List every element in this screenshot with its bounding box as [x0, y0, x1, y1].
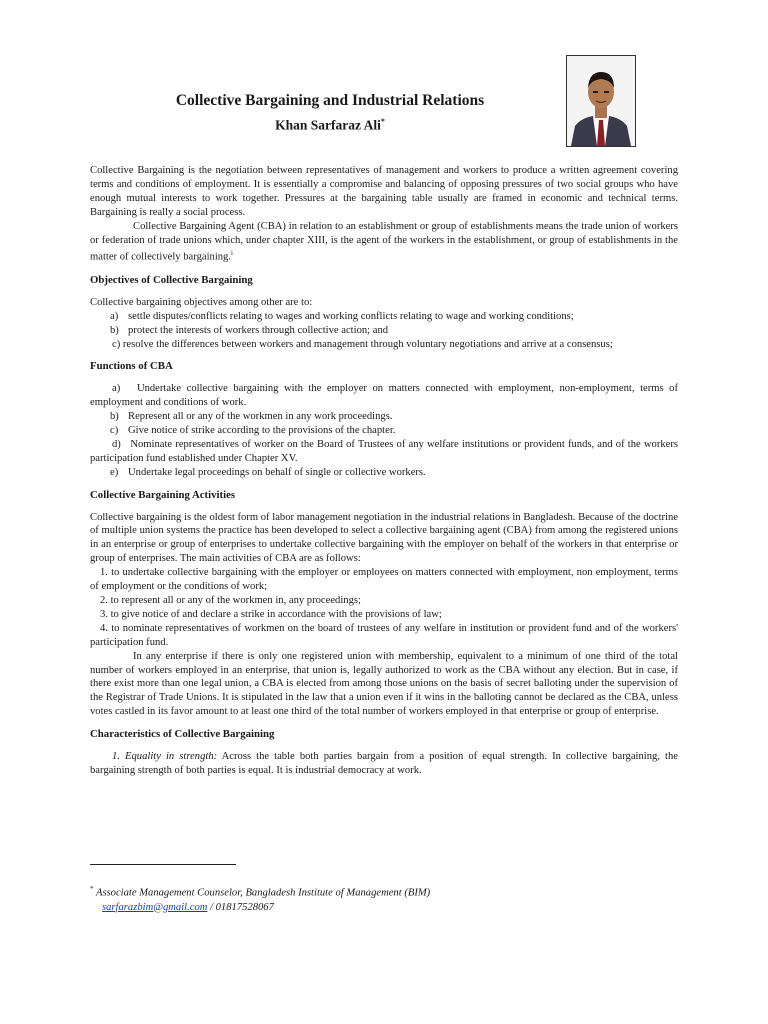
characteristic-item-label: 1. Equality in strength: — [112, 751, 218, 763]
function-item-text: Nominate representatives of worker on the Board of Trustees of any welfare institutions or provident funds, and of the workers participation fund established under Chapter XV. — [90, 438, 678, 464]
function-item-label: e) — [110, 466, 119, 478]
function-item-label: d) — [112, 438, 121, 450]
characteristic-item — [90, 750, 678, 778]
author-portrait-image — [567, 56, 635, 146]
footnote-line-1 — [90, 882, 678, 901]
objectives-lead: Collective bargaining objectives among other are to: — [90, 296, 313, 308]
objectives-heading: Objectives of Collective Bargaining — [90, 273, 253, 286]
intro-paragraph-2 — [90, 220, 678, 265]
footnote-line-2 — [90, 901, 678, 915]
objective-item — [90, 324, 678, 338]
functions-heading: Functions of CBA — [90, 360, 173, 373]
footnote — [90, 882, 678, 915]
characteristics-heading: Characteristics of Collective Bargaining — [90, 728, 275, 741]
author-photo — [566, 55, 636, 147]
author-footnote-mark: * — [380, 117, 385, 126]
function-item — [90, 410, 678, 424]
endnote-ref: i — [231, 249, 233, 258]
function-item — [90, 438, 678, 466]
objective-item — [90, 338, 678, 352]
function-item-label: b) — [110, 411, 119, 423]
function-item-label: a) — [112, 383, 121, 395]
document-body — [90, 164, 678, 778]
footnote-affiliation: Associate Management Counselor, Bangladesh Institute of Management (BIM) — [95, 887, 431, 899]
document-title: Collective Bargaining and Industrial Relations — [175, 92, 485, 109]
function-item-text: Undertake legal proceedings on behalf of single or collective workers. — [128, 466, 426, 478]
function-item-text: Give notice of strike according to the provisions of the chapter. — [128, 425, 396, 437]
objective-item — [90, 310, 678, 324]
intro-paragraph-1: Collective Bargaining is the negotiation between representatives of management and workers to produce a written agreement covering terms and conditions of employment. It is essentially a compromise and balancing of opposing pressures of two social groups who have enough mutual interests to work together. Pressures at the bargaining table usually are framed in economic and technical terms. Bargaining is really a social process. — [90, 165, 678, 218]
function-item-text: Undertake collective bargaining with the employer on matters connected with employment, non-employment, terms of employment and conditions of work. — [90, 383, 678, 409]
function-item — [90, 424, 678, 438]
objective-item-label: a) — [110, 310, 119, 322]
objective-item-text: settle disputes/conflicts relating to wages and working conflicts relating to wage and working conditions; — [128, 310, 574, 322]
author-name-text: Khan Sarfaraz Ali — [275, 117, 381, 133]
objective-item-label: b) — [110, 324, 119, 336]
author-email-link[interactable]: sarfarazbim@gmail.com — [102, 901, 208, 913]
function-item — [90, 382, 678, 410]
author-phone: / 01817528067 — [207, 901, 274, 913]
objective-item-label: c) — [112, 338, 121, 350]
function-item-label: c) — [110, 425, 119, 437]
footnote-mark: * — [90, 885, 94, 893]
footnote-separator — [90, 864, 236, 865]
activity-item: 4. to nominate representatives of workmen on the board of trustees of any welfare in institution or provident fund and of the workers' participation fund. — [90, 622, 678, 648]
function-item-text: Represent all or any of the workmen in any work proceedings. — [128, 411, 393, 423]
objective-item-text: resolve the differences between workers and management through voluntary negotiations and arrive at a consensus; — [122, 338, 613, 350]
activities-closing: In any enterprise if there is only one registered union with membership, equivalent to a minimum of one third of the total number of workers employed in an enterprise, that union is, legally authorized to work as the CBA without any election. But in case, if there exist more than one legal union, a CBA is elected from among those unions on the basis of secret balloting under the supervision of the Registrar of Trade Unions. It is stipulated in the law that a union even if it wins in the balloting cannot be declared as the CBA, unless votes castled in its favor amount to at least one third of the total number of workers employed in that enterprise or group of enterprise. — [90, 650, 678, 718]
activity-item: 1. to undertake collective bargaining with the employer or employees on matters connected with employment, non employment, terms of employment or the conditions of work; — [90, 567, 678, 593]
activities-heading: Collective Bargaining Activities — [90, 488, 236, 501]
activities-lead: Collective bargaining is the oldest form of labor management negotiation in the industrial relations in Bangladesh. Because of the doctrine of multiple union systems the practice has been developed to select a collective bargaining agent (CBA) from among the registered unions in an enterprise or group of enterprises to undertake collective bargaining with the employer on behalf of the workers in that enterprise or group of enterprises. The main activities of CBA are as follows: — [90, 511, 678, 565]
intro-paragraph-2-text: Collective Bargaining Agent (CBA) in relation to an establishment or group of establishments means the trade union of workers or federation of trade unions which, under chapter XIII, is the agent of the workers in the establishment, or group of establishments in the matter of collectively bargaining. — [90, 220, 678, 263]
characteristic-item-text: Across the table both parties bargain from a position of equal strength. In collective bargaining, the bargaining strength of both parties is equal. It is industrial democracy at work. — [90, 751, 678, 776]
function-item — [90, 466, 678, 480]
author-name — [90, 117, 570, 134]
activity-item: 3. to give notice of and declare a strike in accordance with the provisions of law; — [100, 608, 442, 620]
objective-item-text: protect the interests of workers through collective action; and — [128, 324, 389, 336]
activity-item: 2. to represent all or any of the workmen in, any proceedings; — [100, 595, 361, 606]
